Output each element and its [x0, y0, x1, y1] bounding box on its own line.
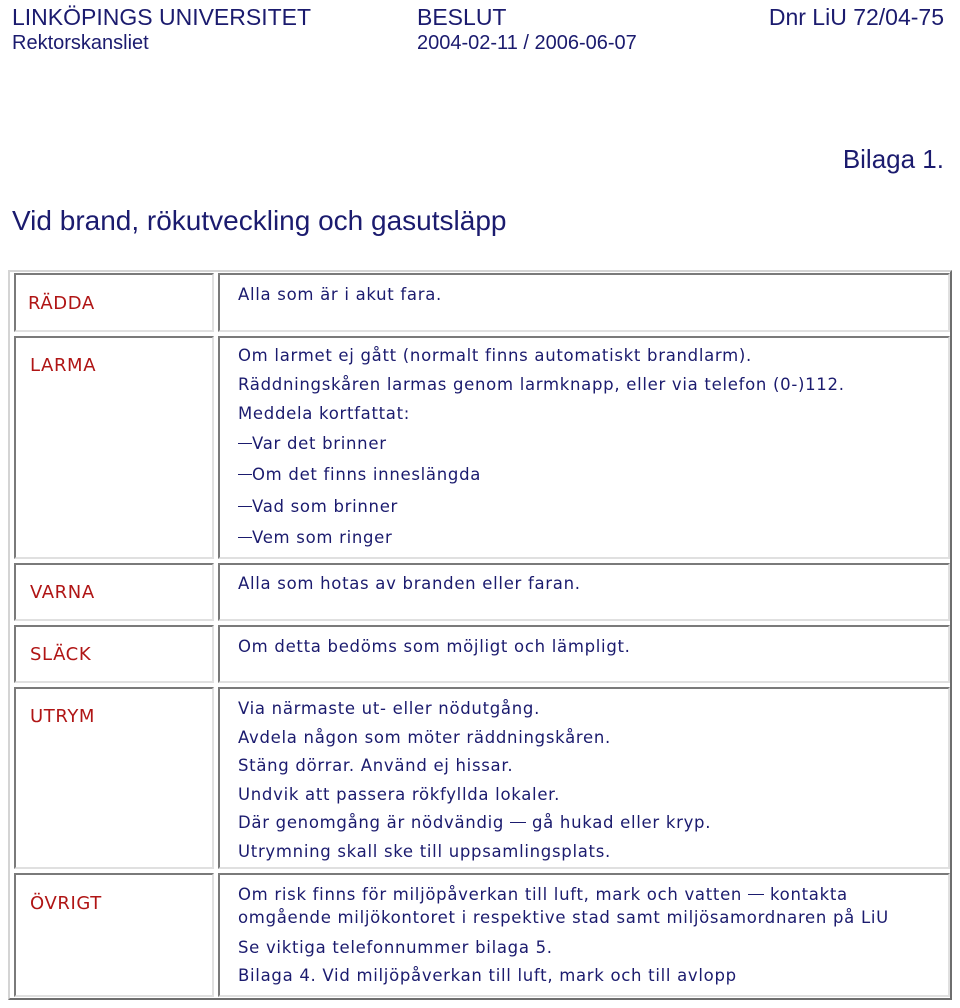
ovrigt-line: omgående miljökontoret i respektive stad samt miljösamordnaren på LiU — [238, 908, 889, 927]
larma-bullet: Var det brinner — [238, 436, 387, 453]
label-larma: LARMA — [30, 355, 97, 376]
utrym-line: Utrymning skall ske till uppsamlingsplats. — [238, 842, 611, 861]
university-name: LINKÖPINGS UNIVERSITET — [12, 4, 312, 30]
dash-icon — [238, 506, 252, 507]
dash-icon — [510, 822, 526, 823]
ovrigt-line: Om risk finns för miljöpåverkan till luft, mark och vatten kontakta — [238, 885, 848, 904]
varna-line: Alla som hotas av branden eller faran. — [238, 574, 581, 593]
utrym-line: Undvik att passera rökfyllda lokaler. — [238, 785, 561, 804]
dash-icon — [238, 443, 252, 444]
label-radda: RÄDDA — [28, 293, 95, 314]
ovrigt-line: Bilaga 4. Vid miljöpåverkan till luft, mark och till avlopp — [238, 966, 737, 985]
utrym-line: Avdela någon som möter räddningskåren. — [238, 728, 611, 747]
larma-line: Räddningskåren larmas genom larmknapp, eller via telefon (0-)112. — [238, 375, 845, 394]
document-type: BESLUT — [417, 4, 507, 30]
dash-icon — [748, 894, 764, 895]
ovrigt-line: Se viktiga telefonnummer bilaga 5. — [238, 938, 553, 957]
utrym-line: Där genomgång är nödvändig gå hukad eller kryp. — [238, 813, 712, 832]
slack-line: Om detta bedöms som möjligt och lämpligt. — [238, 637, 631, 656]
label-utrym: UTRYM — [30, 706, 96, 727]
larma-bullet: Vem som ringer — [238, 530, 393, 547]
larma-bullet: Vad som brinner — [238, 499, 398, 516]
label-varna: VARNA — [30, 582, 95, 603]
decision-dates: 2004-02-11 / 2006-06-07 — [417, 32, 637, 54]
dash-icon — [238, 537, 252, 538]
utrym-line: Via närmaste ut- eller nödutgång. — [238, 699, 541, 718]
larma-line: Meddela kortfattat: — [238, 404, 411, 423]
dash-icon — [238, 474, 252, 475]
utrym-line: Stäng dörrar. Använd ej hissar. — [238, 756, 514, 775]
office-name: Rektorskansliet — [12, 32, 149, 54]
diary-number: Dnr LiU 72/04-75 — [768, 4, 944, 30]
radda-line: Alla som är i akut fara. — [238, 285, 442, 304]
label-cell-ovrigt — [14, 873, 214, 997]
larma-bullet: Om det finns inneslängda — [238, 467, 481, 484]
appendix-label: Bilaga 1. — [842, 144, 944, 174]
page-title: Vid brand, rökutveckling och gasutsläpp — [12, 205, 507, 236]
label-ovrigt: ÖVRIGT — [30, 893, 102, 914]
larma-line: Om larmet ej gått (normalt finns automatiskt brandlarm). — [238, 346, 752, 365]
label-slack: SLÄCK — [30, 644, 92, 665]
